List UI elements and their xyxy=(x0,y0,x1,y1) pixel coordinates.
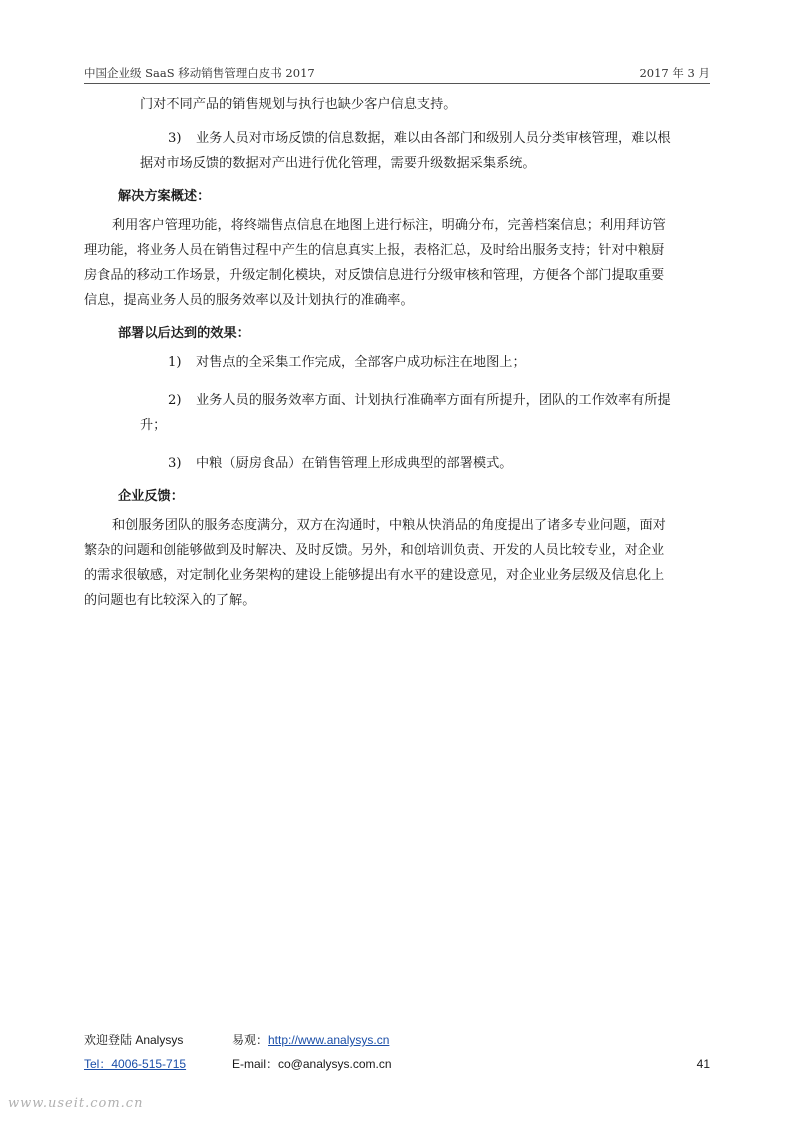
feedback-line: 和创服务团队的服务态度满分，双方在沟通时，中粮从快消品的角度提出了诸多专业问题，面对 xyxy=(112,518,666,533)
header-divider xyxy=(84,83,710,84)
effect-text: 对售点的全采集工作完成，全部客户成功标注在地图上； xyxy=(196,355,526,370)
item-text-line1: 业务人员对市场反馈的信息数据，难以由各部门和级别人员分类审核管理，难以根 xyxy=(196,131,671,146)
item-text-line2: 据对市场反馈的数据对产出进行优化管理，需要升级数据采集系统。 xyxy=(140,156,536,171)
feedback-paragraph xyxy=(84,513,710,613)
solution-line: 利用客户管理功能，将终端售点信息在地图上进行标注，明确分布，完善档案信息；利用拜访管 xyxy=(112,218,666,233)
solution-paragraph xyxy=(84,213,710,313)
feedback-line: 繁杂的问题和创能够做到及时解决、及时反馈。另外，和创培训负责、开发的人员比较专业，对企业 xyxy=(84,543,665,558)
solution-line: 房食品的移动工作场景，升级定制化模块，对反馈信息进行分级审核和管理，方便各个部门提取重要 xyxy=(84,268,665,283)
item-number: 3) xyxy=(168,131,182,146)
item-number: 1) xyxy=(168,355,182,370)
page-header xyxy=(84,64,710,82)
effect-item-2 xyxy=(84,388,710,438)
page-footer xyxy=(84,1030,710,1076)
effect-text: 中粮（厨房食品）在销售管理上形成典型的部署模式。 xyxy=(196,456,513,471)
effect-text: 业务人员的服务效率方面、计划执行准确率方面有所提升，团队的工作效率有所提 xyxy=(196,393,671,408)
solution-line: 理功能，将业务人员在销售过程中产生的信息真实上报，表格汇总，及时给出服务支持；针对中粮厨 xyxy=(84,243,665,258)
footer-website-link[interactable]: http://www.analysys.cn xyxy=(268,1033,390,1047)
footer-phone-link[interactable]: Tel：4006-515-715 xyxy=(84,1057,187,1071)
effect-item-1 xyxy=(84,350,710,375)
header-title: 中国企业级 SaaS 移动销售管理白皮书 2017 xyxy=(84,66,315,80)
feedback-heading: 企业反馈： xyxy=(118,489,184,504)
item-number: 2) xyxy=(168,393,182,408)
feedback-line: 的问题也有比较深入的了解。 xyxy=(84,593,256,608)
document-body xyxy=(84,92,710,613)
header-date: 2017 年 3 月 xyxy=(639,66,710,80)
feedback-line: 的需求很敏感，对定制化业务架构的建设上能够提出有水平的建设意见，对企业业务层级及信息化上 xyxy=(84,568,665,583)
intro-continuation: 门对不同产品的销售规划与执行也缺少客户信息支持。 xyxy=(140,97,457,112)
page-number: 41 xyxy=(696,1057,710,1071)
effect-item-3 xyxy=(84,451,710,476)
footer-email: E-mail：co@analysys.com.cn xyxy=(232,1057,392,1071)
footer-welcome: 欢迎登陆 Analysys xyxy=(84,1033,184,1047)
effect-text-line2: 升； xyxy=(140,418,167,433)
solution-line: 信息，提高业务人员的服务效率以及计划执行的准确率。 xyxy=(84,293,414,308)
watermark: www.useit.com.cn xyxy=(8,1096,144,1111)
effects-heading: 部署以后达到的效果： xyxy=(118,326,250,341)
solution-heading: 解决方案概述： xyxy=(118,189,211,204)
numbered-item-3 xyxy=(84,126,710,176)
item-number: 3) xyxy=(168,456,182,471)
footer-easy-label: 易观： xyxy=(232,1033,269,1047)
